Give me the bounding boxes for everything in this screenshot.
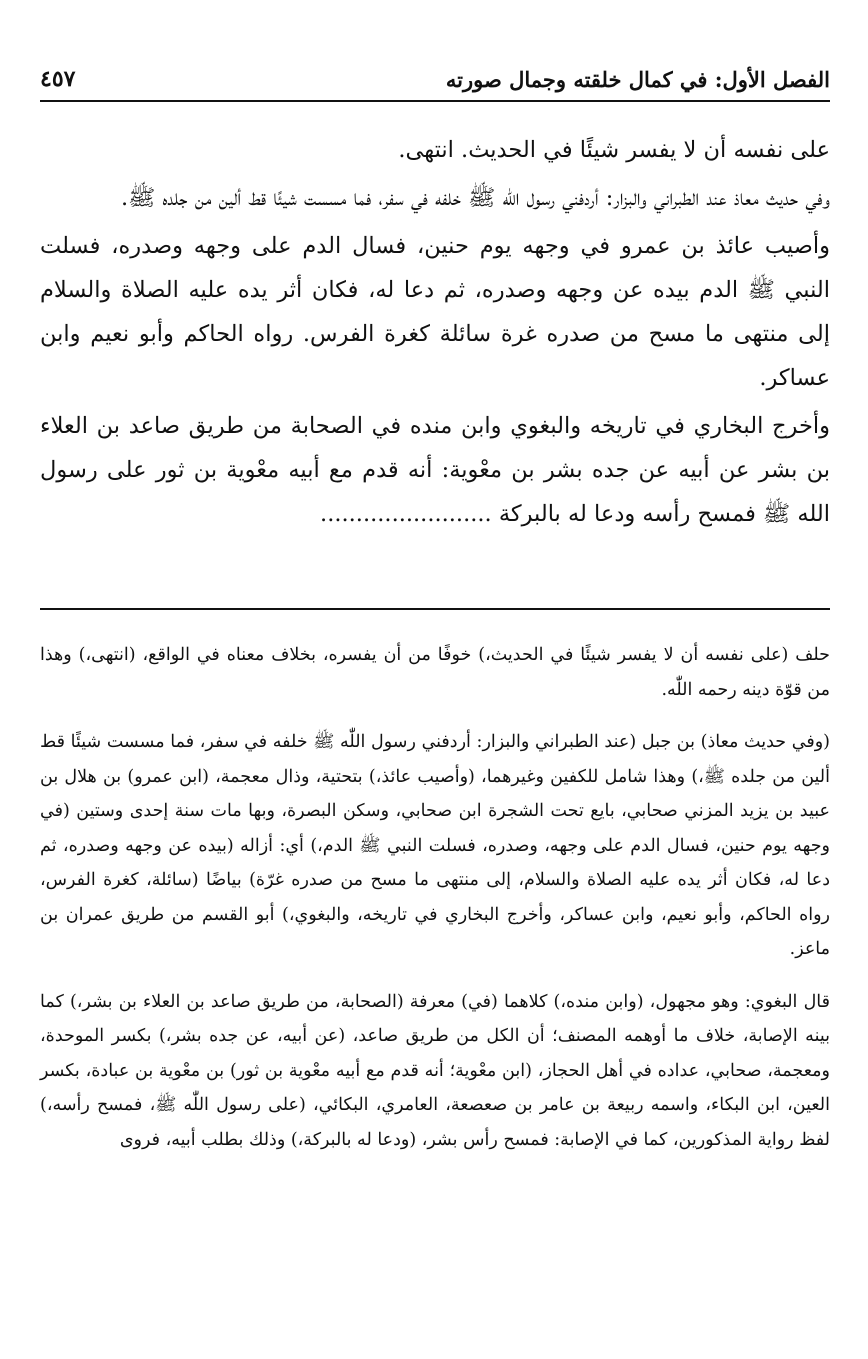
main-paragraph-text: وأخرج البخاري في تاريخه والبغوي وابن منده في الصحابة من طريق صاعد بن العلاء بن بشر عن أبيه عن جده بشر بن معْوية: أنه قدم مع أبيه معْوية بن ثور على رسول الله ﷺ فمسح رأسه ودعا له بالبركة <box>40 413 830 527</box>
commentary-paragraph: حلف (على نفسه أن لا يفسر شيئًا في الحديث،) خوفًا من أن يفسره، بخلاف معناه في الواقع، (انتهى،) وهذا من قوّة دينه رحمه اللّٰه. <box>40 645 830 700</box>
commentary-block <box>40 638 830 1175</box>
continuation-dots: ........................ <box>320 501 492 527</box>
commentary-paragraph: (وفي حديث معاذ) بن جبل (عند الطبراني والبزار: أردفني رسول اللّٰه ﷺ خلفه في سفر، فما مسست شيئًا قط ألين من جلده ﷺ،) وهذا شامل للكفين وغيرهما، (وأصيب عائذ،) بتحتية، وذال معجمة، (ابن عمرو) بن هلال بن عبيد بن يزيد المزني صحابي، بايع تحت الشجرة ابن صحابي، وسكن البصرة، وبها مات سنة إحدى وستين (في وجهه يوم حنين، فسال الدم على وجهه، وصدره، فسلت النبي ﷺ الدم،) أي: أزاله (بيده عن وجهه وصدره، ثم دعا له، فكان أثر يده عليه الصلاة والسلام، إلى منتهى ما مسح من صدره غرّة) بياضًا (سائلة، كغرة الفرس، رواه الحاكم، وأبو نعيم، وابن عساكر، وأخرج البخاري في تاريخه، والبغوي،) أبو القسم من طريق عمران بن ماعز. <box>40 732 830 959</box>
main-paragraph: وأصيب عائذ بن عمرو في وجهه يوم حنين، فسال الدم على وجهه وصدره، فسلت النبي ﷺ الدم بيده عن وجهه وصدره، ثم دعا له، فكان أثر يده عليه الصلاة والسلام إلى منتهى ما مسح من صدره غرة سائلة كغرة الفرس. رواه الحاكم وأبو نعيم وابن عساكر. <box>40 233 830 391</box>
main-paragraph: وفي حديث معاذ عند الطبراني والبزار: أردفني رسول الله ﷺ خلفه في سفر، فما مسست شيئًا قط ألين من جلده ﷺ. <box>120 185 830 211</box>
main-paragraph: على نفسه أن لا يفسر شيئًا في الحديث. انتهى. <box>398 137 830 163</box>
header-divider <box>40 100 830 102</box>
running-header <box>40 58 830 92</box>
text-commentary-divider <box>40 608 830 610</box>
commentary-paragraph: قال البغوي: وهو مجهول، (وابن منده،) كلاهما (في) معرفة (الصحابة، من طريق صاعد بن العلاء بن بشر،) كما بينه الإصابة، خلاف ما أوهمه المصنف؛ أن الكل من طريق صاعد، (عن أبيه، عن جده بشر،) بكسر الموحدة، ومعجمة، صحابي، عداده في أهل الحجاز، (ابن معْوية؛ أنه قدم مع أبيه معْوية بن ثور) بن معْوية بن عبادة، بكسر العين، ابن البكاء، واسمه ربيعة بن عامر بن صعصعة، العامري، البكائي، (على رسول اللّٰه ﷺ، فمسح رأسه،) لفظ رواية المذكورين، كما في الإصابة: فمسح رأس بشر، (ودعا له بالبركة،) وذلك بطلب أبيه، فروى <box>40 991 830 1150</box>
chapter-title: الفصل الأول: في كمال خلقته وجمال صورته <box>445 67 830 92</box>
main-paragraph <box>40 404 830 536</box>
document-page <box>40 40 830 1340</box>
main-text-block <box>40 128 830 540</box>
page-number: ٤٥٧ <box>40 66 76 92</box>
